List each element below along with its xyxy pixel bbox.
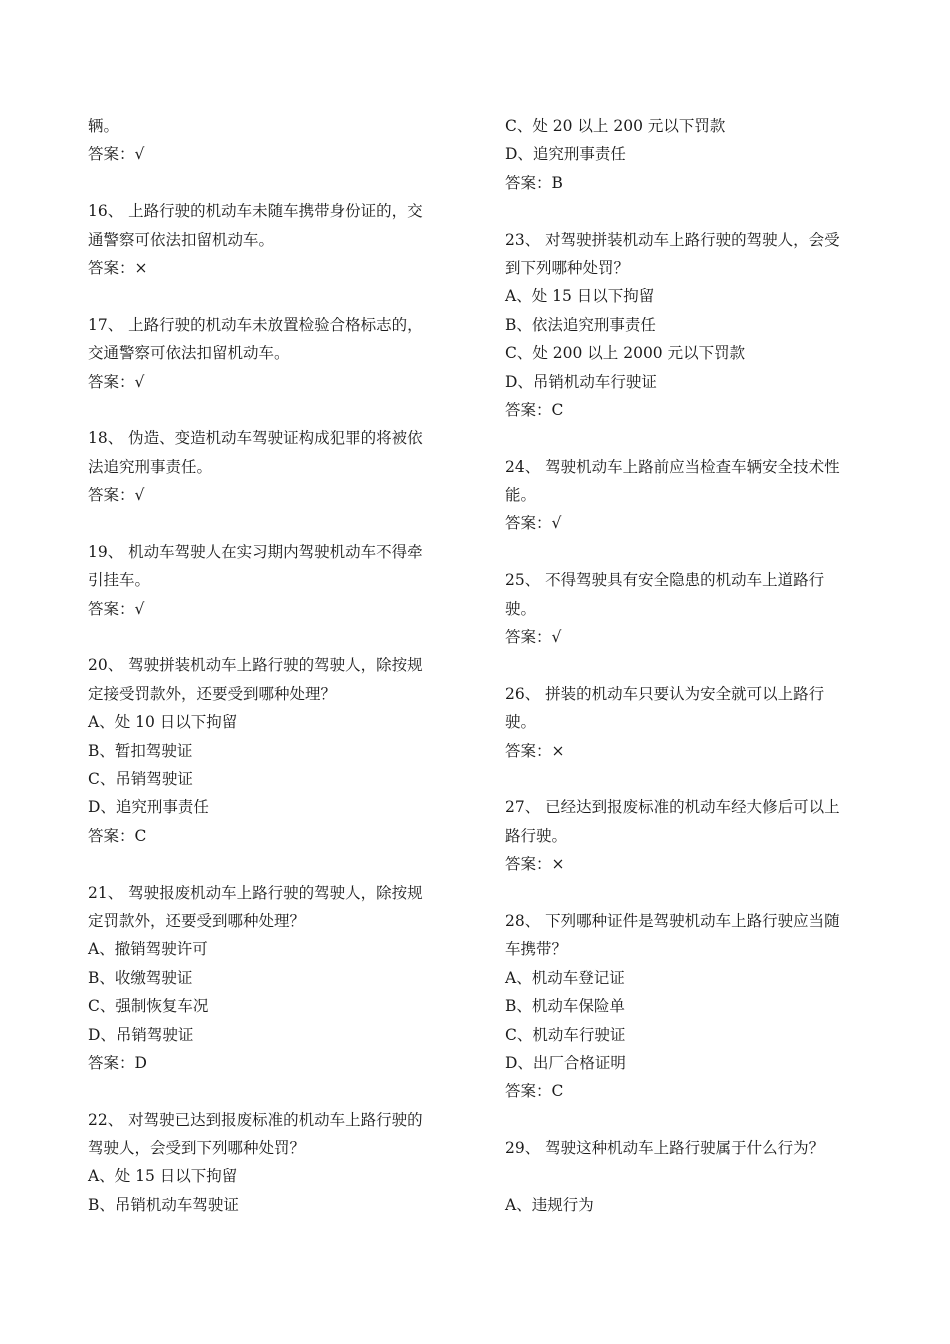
answer-line: 答案：C [505, 400, 564, 419]
question-line: B、机动车保险单 [505, 997, 625, 1016]
question-line: C、吊销驾驶证 [88, 769, 193, 788]
question-block [505, 112, 875, 197]
question-line: B、收缴驾驶证 [88, 968, 193, 987]
answer-line: 答案：D [88, 1053, 147, 1072]
spacer [88, 850, 458, 878]
spacer [88, 1077, 458, 1105]
answer-line: 答案：√ [505, 514, 562, 533]
question-line: B、依法追究刑事责任 [505, 315, 656, 334]
question-block [88, 197, 458, 282]
question-line: D、追究刑事责任 [88, 798, 209, 817]
question-line: 16、 上路行驶的机动车未随车携带身份证的，交 [88, 202, 423, 221]
answer-line: 答案：√ [88, 599, 145, 618]
answer-line: 答案：C [88, 826, 147, 845]
right-column [505, 112, 875, 1219]
question-block [505, 793, 875, 878]
answer-line: 答案：√ [88, 372, 145, 391]
question-block [88, 538, 458, 623]
question-line: A、违规行为 [505, 1195, 594, 1214]
question-line: 辆。 [88, 117, 120, 135]
left-column [88, 112, 458, 1219]
question-line: A、处 15 日以下拘留 [88, 1167, 238, 1186]
question-block [88, 112, 458, 169]
question-line: A、撤销驾驶许可 [88, 940, 208, 959]
spacer [505, 197, 875, 225]
question-line: 25、 不得驾驶具有安全隐患的机动车上道路行 [505, 571, 825, 590]
question-block [88, 311, 458, 396]
spacer [505, 651, 875, 679]
question-line: 路行驶。 [505, 826, 568, 845]
question-line: 通警察可依法扣留机动车。 [88, 230, 275, 249]
spacer [505, 538, 875, 566]
spacer [88, 282, 458, 310]
question-block [88, 1106, 458, 1220]
answer-line: 答案：× [505, 741, 565, 760]
question-block [88, 424, 458, 509]
question-line: 定罚款外，还要受到哪种处理？ [88, 911, 306, 930]
question-line: D、追究刑事责任 [505, 145, 626, 164]
question-line: D、吊销机动车行驶证 [505, 372, 657, 391]
question-line: 19、 机动车驾驶人在实习期内驾驶机动车不得牵 [88, 542, 423, 561]
question-line: 到下列哪种处罚？ [505, 258, 630, 277]
answer-line: 答案：√ [505, 628, 562, 647]
question-line: A、处 10 日以下拘留 [88, 713, 238, 732]
question-line: A、处 15 日以下拘留 [505, 287, 655, 306]
question-line: 交通警察可依法扣留机动车。 [88, 344, 290, 363]
question-block [88, 651, 458, 850]
spacer [88, 396, 458, 424]
question-line: 24、 驾驶机动车上路前应当检查车辆安全技术性 [505, 457, 840, 476]
question-line: 26、 拼装的机动车只要认为安全就可以上路行 [505, 684, 825, 703]
answer-line: 答案：C [505, 1082, 564, 1101]
question-line: 法追究刑事责任。 [88, 457, 213, 476]
question-block [88, 879, 458, 1078]
question-line: B、暂扣驾驶证 [88, 741, 193, 760]
question-line: 17、 上路行驶的机动车未放置检验合格标志的， [88, 315, 423, 334]
question-line: 引挂车。 [88, 571, 151, 590]
question-block [505, 1134, 875, 1219]
question-line: B、吊销机动车驾驶证 [88, 1195, 239, 1214]
question-line: 驶。 [505, 713, 537, 732]
question-line [505, 1162, 875, 1190]
question-line: C、强制恢复车况 [88, 997, 209, 1016]
question-block [505, 566, 875, 651]
answer-line: 答案：√ [88, 486, 145, 505]
question-block [505, 907, 875, 1106]
question-line: C、机动车行驶证 [505, 1025, 626, 1044]
question-line: 28、 下列哪种证件是驾驶机动车上路行驶应当随 [505, 911, 840, 930]
question-line: 定接受罚款外，还要受到哪种处理？ [88, 684, 337, 703]
question-line: 22、 对驾驶已达到报废标准的机动车上路行驶的 [88, 1110, 423, 1129]
question-line: 驶。 [505, 599, 537, 618]
answer-line: 答案：× [88, 258, 148, 277]
answer-line: 答案：√ [88, 145, 145, 164]
question-line: 驾驶人，会受到下列哪种处罚？ [88, 1139, 306, 1158]
spacer [505, 765, 875, 793]
spacer [505, 1106, 875, 1134]
question-line: 29、 驾驶这种机动车上路行驶属于什么行为？ [505, 1139, 825, 1158]
question-block [505, 453, 875, 538]
question-line: C、处 20 以上 200 元以下罚款 [505, 117, 726, 135]
question-line: A、机动车登记证 [505, 968, 625, 987]
question-line: D、吊销驾驶证 [88, 1025, 194, 1044]
question-line: C、处 200 以上 2000 元以下罚款 [505, 344, 746, 363]
question-line: 21、 驾驶报废机动车上路行驶的驾驶人，除按规 [88, 883, 423, 902]
question-block [505, 226, 875, 425]
question-line: 18、 伪造、变造机动车驾驶证构成犯罪的将被依 [88, 429, 423, 448]
spacer [505, 879, 875, 907]
question-line: 能。 [505, 486, 537, 505]
answer-line: 答案：B [505, 173, 563, 192]
spacer [505, 424, 875, 452]
spacer [88, 623, 458, 651]
answer-line: 答案：× [505, 855, 565, 874]
question-line: 车携带？ [505, 940, 568, 959]
spacer [88, 169, 458, 197]
question-line: 23、 对驾驶拼装机动车上路行驶的驾驶人，会受 [505, 230, 840, 249]
question-line: 27、 已经达到报废标准的机动车经大修后可以上 [505, 798, 840, 817]
spacer [88, 509, 458, 537]
question-line: D、出厂合格证明 [505, 1053, 626, 1072]
question-line: 20、 驾驶拼装机动车上路行驶的驾驶人，除按规 [88, 656, 423, 675]
question-block [505, 680, 875, 765]
